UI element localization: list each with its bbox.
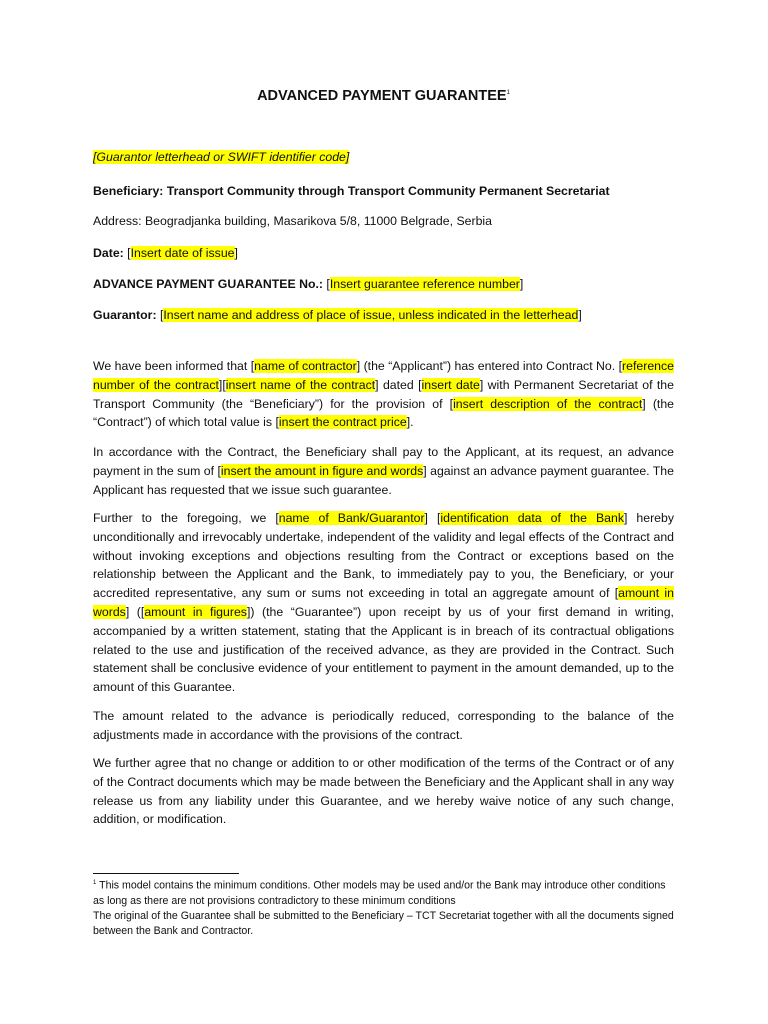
date-line (93, 246, 238, 260)
guarantor-letterhead (93, 150, 349, 164)
bracket-open: [ (323, 277, 330, 291)
title-footnote-ref: 1 (506, 90, 510, 97)
placeholder-contract-reference: reference number of the contract (93, 359, 674, 392)
title-text: ADVANCED PAYMENT GUARANTEE (257, 88, 507, 104)
bracket-close: ] (234, 246, 238, 260)
text: ] hereby unconditionally and irrevocably undertake, independent of the validity and legal effects of the Contract and without invoking exceptions and objections resulting from the Contract or exceptions based on the relationship between the Applicant and the Bank, to immediately pay to you, the Beneficiary, or your accredited representative, any sum or sums not exceeding in total an aggregate amount of [ (93, 511, 675, 601)
text: ] with Permanent Secretariat of the Transport Community (the “Beneficiary”) for the provision of [ (93, 377, 674, 411)
paragraph-reduction: The amount related to the advance is periodically reduced, corresponding to the balance of the adjustments made in accordance with the provisions of the contract. (93, 709, 674, 742)
date-label: Date: (93, 246, 124, 260)
guarantor-letterhead-placeholder: [Guarantor letterhead or SWIFT identifier code] (93, 150, 350, 164)
paragraph-modification: We further agree that no change or addition to or other modification of the terms of the Contract or of any of the Contract documents which may be made between the Beneficiary and the Applicant shall in any way release us from any liability under this Guarantee, and we hereby waive notice of any such change, addition, or modification. (93, 756, 674, 827)
text: ] against an advance payment guarantee. The Applicant has requested that we issue such guarantee. (93, 463, 674, 497)
footnote-separator (93, 873, 239, 874)
placeholder-contractor-name: name of contractor (254, 359, 357, 373)
address-line: Address: Beogradjanka building, Masarikova 5/8, 11000 Belgrade, Serbia (93, 214, 492, 228)
text: In accordance with the Contract, the Beneficiary shall pay to the Applicant, at its request, an advance payment in the sum of [ (93, 445, 674, 478)
footnote-ref: 1 (93, 880, 97, 886)
guarantor-placeholder: Insert name and address of place of issue, unless indicated in the letterhead (163, 308, 579, 322)
text: ] (the “Contract”) of which total value is [ (93, 396, 675, 430)
bracket-close: ] (578, 308, 582, 322)
guarantor-label: Guarantor: (93, 308, 157, 322)
placeholder-amount-words: amount in words (93, 586, 674, 619)
text: Further to the foregoing, we [ (93, 511, 279, 525)
footnote (93, 876, 674, 939)
placeholder-bank-identification: identification data of the Bank (440, 511, 624, 525)
placeholder-bank-name: name of Bank/Guarantor (278, 511, 425, 525)
bracket-close: ] (519, 277, 524, 291)
placeholder-contract-price: insert the contract price (278, 415, 407, 430)
placeholder-amount-figures: amount in figures (144, 604, 247, 619)
text: ] [ (424, 511, 441, 525)
text: ]. (406, 415, 414, 430)
guarantee-number-line (93, 277, 523, 291)
text: ] ([ (125, 604, 145, 619)
text: ][ (218, 377, 226, 392)
placeholder-advance-amount: insert the amount in figure and words (220, 463, 424, 478)
paragraph-undertaking (93, 509, 674, 697)
paragraph-advance-payment (93, 443, 674, 499)
placeholder-contract-date: insert date (421, 377, 480, 392)
paragraph-contract-info (93, 357, 674, 432)
footnote-text-original: The original of the Guarantee shall be submitted to the Beneficiary – TCT Secretariat together with all the documents signed between the Bank and Contractor. (93, 909, 674, 937)
bracket-open: [ (156, 308, 164, 322)
beneficiary-line: Beneficiary: Transport Community through Transport Community Permanent Secretariat (93, 184, 610, 198)
guarantor-line (93, 308, 582, 322)
guarantee-number-placeholder: Insert guarantee reference number (329, 277, 520, 291)
placeholder-contract-name: insert name of the contract (225, 377, 376, 392)
text: ]) (the “Guarantee”) upon receipt by us of your first demand in writing, accompanied by a written statement, stating that the Applicant is in breach of its contractual obligations related to the use and justification of the received advance, as they are provided in the Contract. Such statement shall be conclusive evidence of your entitlement to payment in the amount demanded, up to the amount of this Guarantee. (93, 604, 674, 695)
bracket-open: [ (123, 246, 131, 260)
date-placeholder: Insert date of issue (130, 246, 235, 260)
text: ] dated [ (375, 377, 422, 392)
text: We have been informed that [ (93, 359, 255, 373)
placeholder-contract-description: insert description of the contract (453, 396, 643, 411)
text: ] (the “Applicant”) has entered into Contract No. [ (356, 359, 623, 373)
guarantee-number-label: ADVANCE PAYMENT GUARANTEE No.: (93, 277, 324, 291)
footnote-text: This model contains the minimum conditions. Other models may be used and/or the Bank may introduce other conditions as long as there are not provisions contradictory to these minimum conditions (93, 879, 666, 907)
document-title (93, 88, 674, 104)
